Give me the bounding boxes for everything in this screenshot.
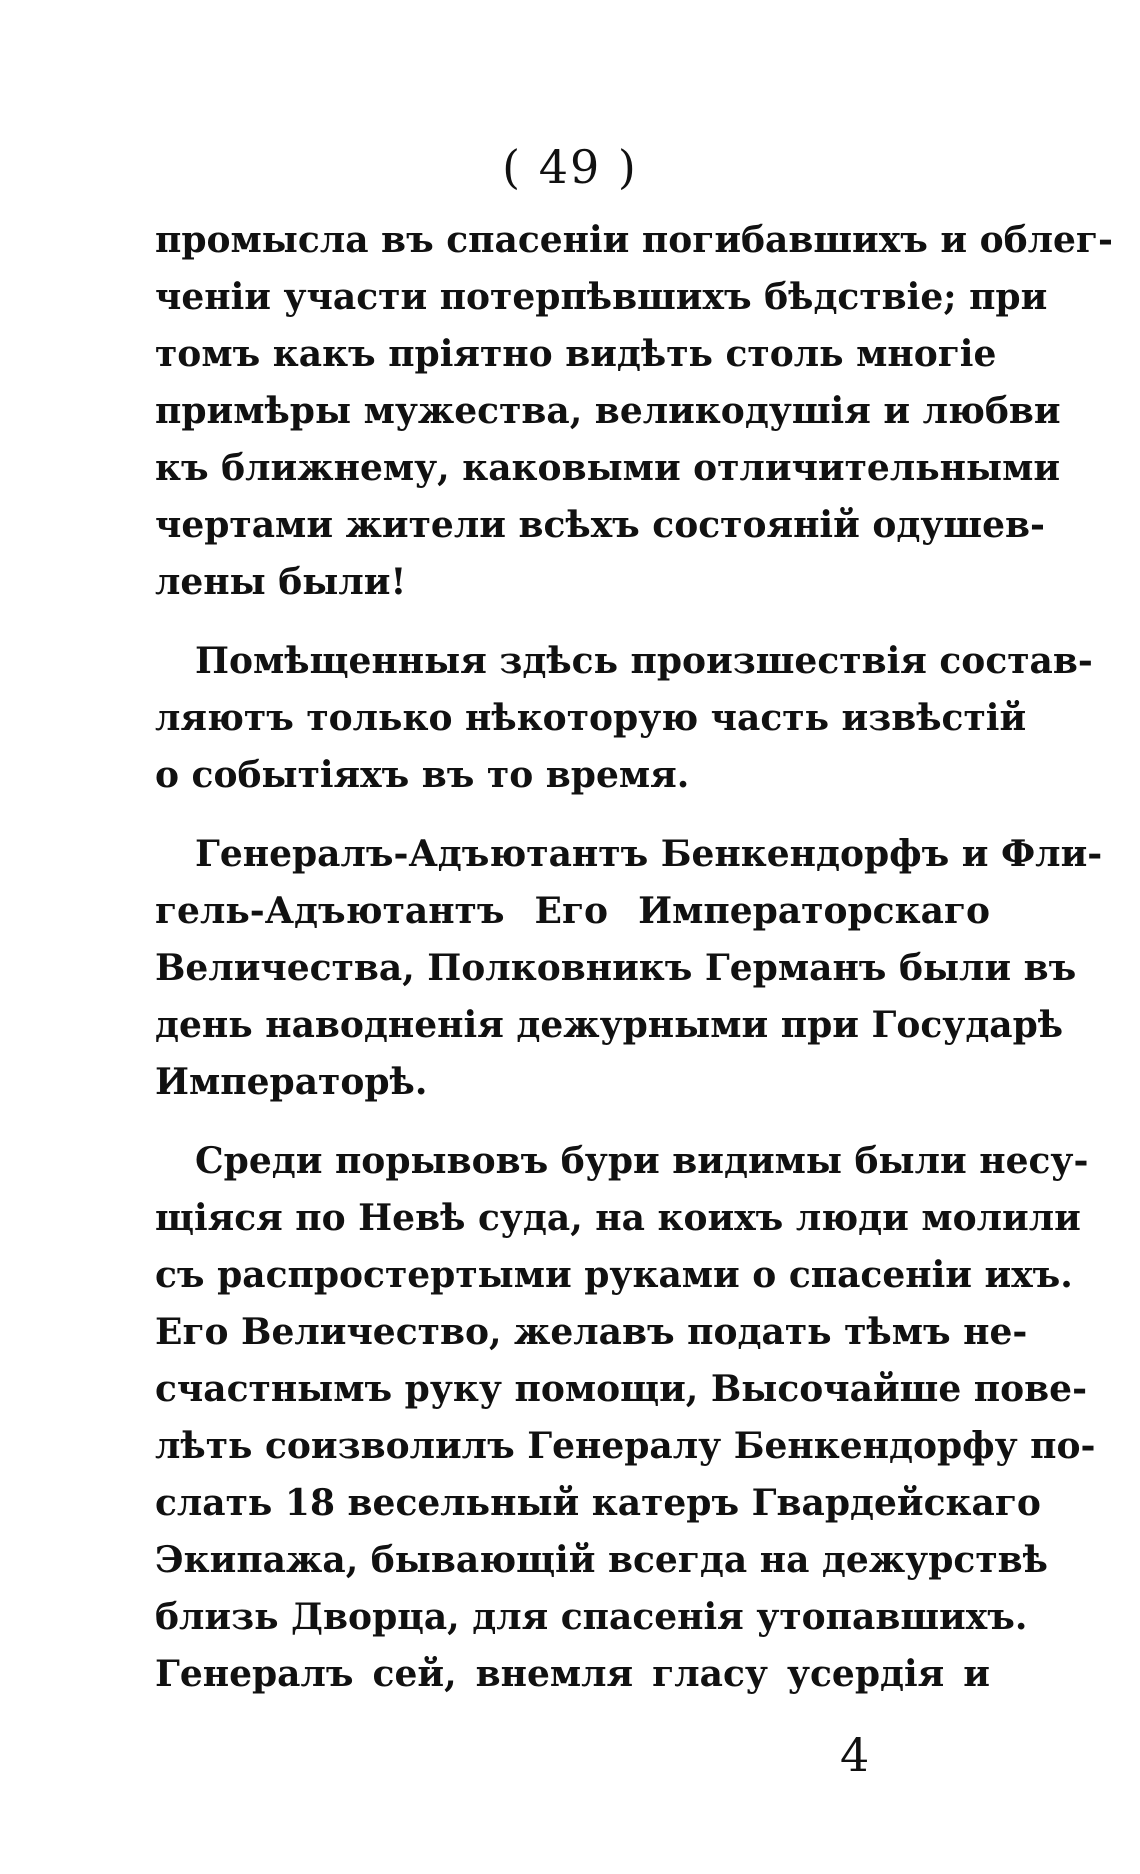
text-line: промысла въ спасеніи погибавшихъ и облег-: [155, 219, 1113, 261]
text-line: Императорѣ.: [155, 1061, 428, 1103]
paragraph-1: [155, 212, 1113, 611]
text-line: Его Величество, желавъ подать тѣмъ не-: [155, 1311, 1028, 1353]
text-line: ляютъ только нѣкоторую часть извѣстій: [155, 697, 1027, 739]
paragraph-2: [155, 633, 1093, 804]
text-line: Генералъ сей, внемля гласу усердія и: [155, 1653, 990, 1695]
body-text: [155, 212, 1113, 1725]
text-line: Величества, Полковникъ Германъ были въ: [155, 947, 1077, 989]
text-line: о событіяхъ въ то время.: [155, 754, 690, 796]
text-line: гель-Адъютантъ Его Императорскаго: [155, 890, 990, 932]
text-line: ченіи участи потерпѣвшихъ бѣдствіе; при: [155, 276, 1048, 318]
signature-mark: 4: [840, 1728, 870, 1782]
text-line: Генералъ-Адъютантъ Бенкендорфъ и Фли-: [195, 833, 1103, 875]
text-line: слать 18 весельный катеръ Гвардейскаго: [155, 1482, 1041, 1524]
page-number: ( 49 ): [502, 140, 638, 194]
text-line: примѣры мужества, великодушія и любви: [155, 390, 1061, 432]
paragraph-3: [155, 826, 1103, 1111]
text-line: чертами жители всѣхъ состояній одушев-: [155, 504, 1045, 546]
text-line: Среди порывовъ бури видимы были несу-: [195, 1140, 1089, 1182]
text-line: Помѣщенныя здѣсь произшествія состав-: [195, 640, 1093, 682]
text-line: лены были!: [155, 561, 407, 603]
text-line: близь Дворца, для спасенія утопавшихъ.: [155, 1596, 1028, 1638]
text-line: къ ближнему, каковыми отличительными: [155, 447, 1061, 489]
text-line: день наводненія дежурными при Государѣ: [155, 1004, 1064, 1046]
text-line: счастнымъ руку помощи, Высочайше пове-: [155, 1368, 1088, 1410]
text-line: съ распростертыми руками о спасеніи ихъ.: [155, 1254, 1073, 1296]
text-line: щіяся по Невѣ суда, на коихъ люди молили: [155, 1197, 1081, 1239]
paragraph-4: [155, 1133, 1096, 1703]
text-line: Экипажа, бывающій всегда на дежурствѣ: [155, 1539, 1048, 1581]
text-line: томъ какъ пріятно видѣть столь многіе: [155, 333, 997, 375]
text-line: лѣть соизволилъ Генералу Бенкендорфу по-: [155, 1425, 1096, 1467]
